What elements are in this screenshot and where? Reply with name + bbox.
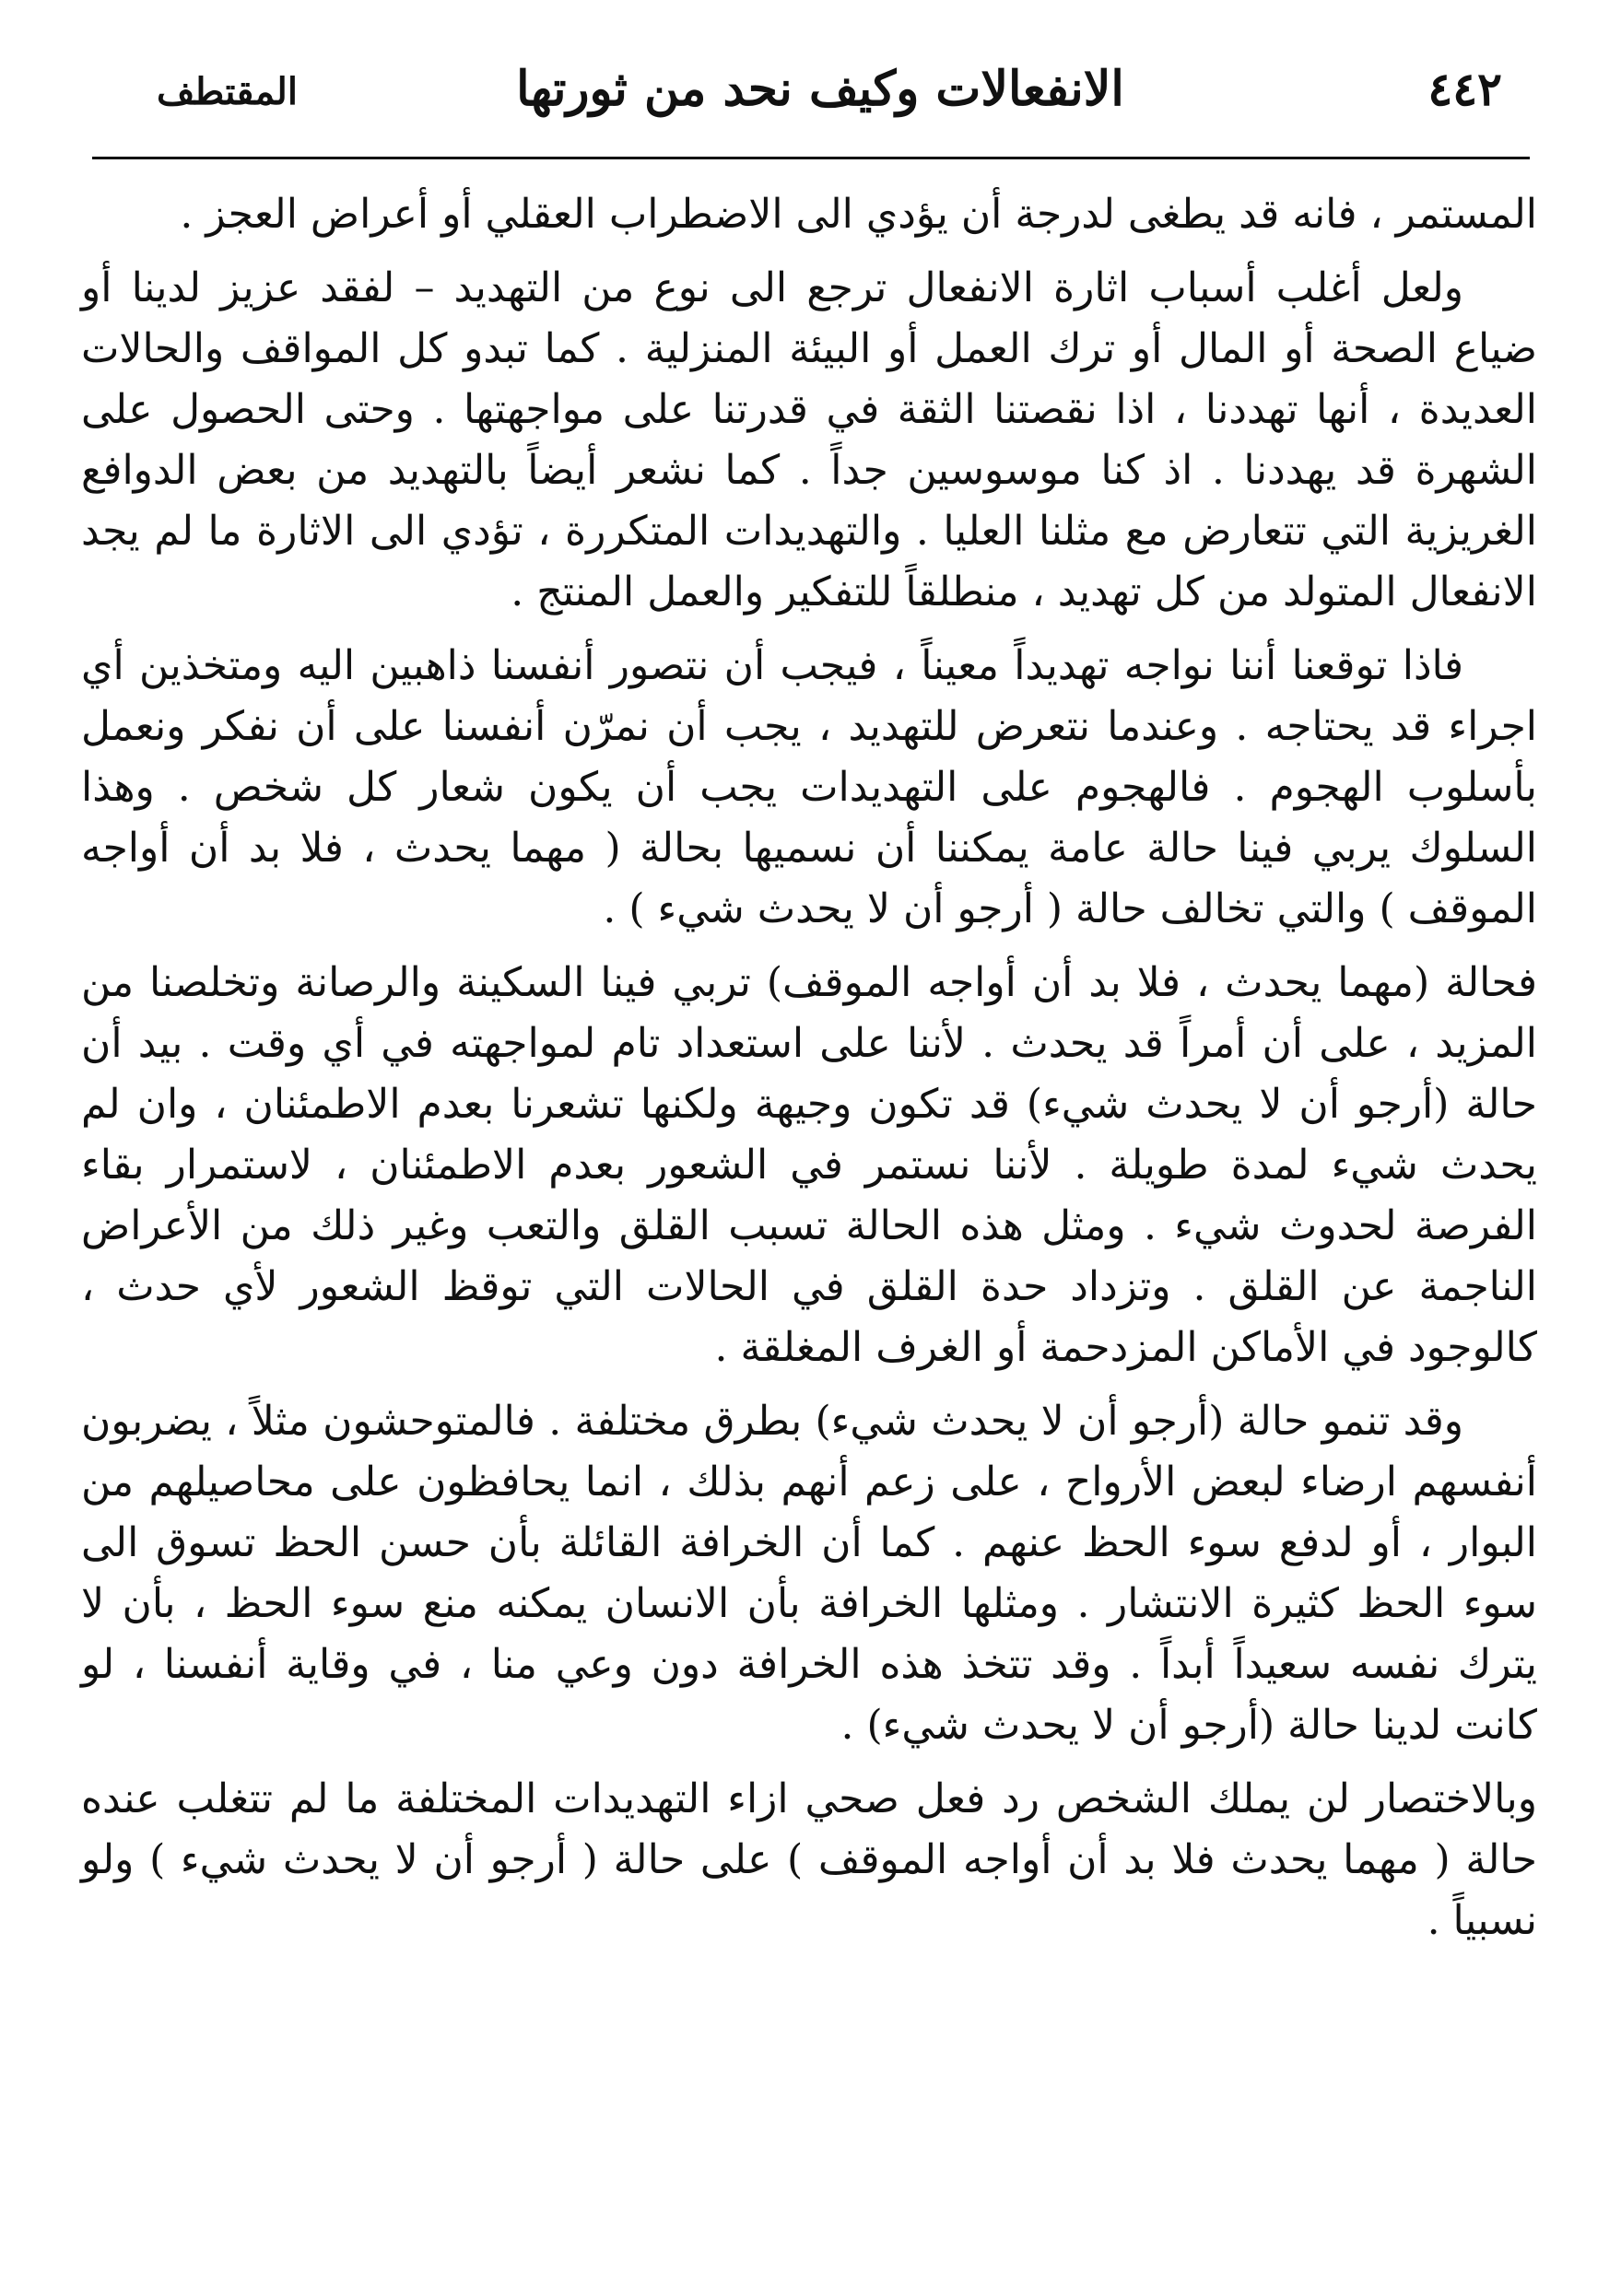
- paragraph-threat-causes: ولعل أغلب أسباب اثارة الانفعال ترجع الى نوع من التهديد – لفقد عزيز لدينا أو ضياع الصحة أو المال أو ترك العمل أو البيئة المنزلية . كما تبدو كل المواقف والحالات العديدة ، أنها تهددنا ، اذا نقصتنا الثقة في قدرتنا على مواجهتها . وحتى الحصول على الشهرة قد يهددنا . اذ كنا موسوسين جداً . كما نشعر أيضاً بالتهديد من بعض الدوافع الغريزية التي تتعارض مع مثلنا العليا . والتهديدات المتكررة ، تؤدي الى الاثارة ما لم يجد الانفعال المتولد من كل تهديد ، منطلقاً للتفكير والعمل المنتج .: [81, 264, 1537, 615]
- paragraph-superstition: وقد تنمو حالة (أرجو أن لا يحدث شيء) بطرق مختلفة . فالمتوحشون مثلاً ، يضربون أنفسهم ارضاء لبعض الأرواح ، على زعم أنهم بذلك ، انما يحافظون على محاصيلهم من البوار ، أو لدفع سوء الحظ عنهم . كما أن الخرافة القائلة بأن حسن الحظ تسوق الى سوء الحظ كثيرة الانتشار . ومثلها الخرافة بأن الانسان يمكنه منع سوء الحظ ، بأن لا يترك نفسه سعيداً أبداً . وقد تتخذ هذه الخرافة دون وعي منا ، في وقاية أنفسنا ، لو كانت لدينا حالة (أرجو أن لا يحدث شيء) .: [81, 1398, 1537, 1749]
- header-rule: [92, 157, 1530, 159]
- paragraph-whatever-happens: فحالة (مهما يحدث ، فلا بد أن أواجه الموقف) تربي فينا السكينة والرصانة وتخلصنا من المزيد ، على أن أمراً قد يحدث . لأننا على استعداد تام لمواجهته في أي وقت . بيد أن حالة (أرجو أن لا يحدث شيء) قد تكون وجيهة ولكنها تشعرنا بعدم الاطمئنان ، وان لم يحدث شيء لمدة طويلة . لأننا نستمر في الشعور بعدم الاطمئنان ، لاستمرار بقاء الفرصة لحدوث شيء . ومثل هذه الحالة تسبب القلق والتعب وغير ذلك من الأعراض الناجمة عن القلق . وتزداد حدة القلق في الحالات التي توقظ الشعور لأي حدث ، كالوجود في الأماكن المزدحمة أو الغرف المغلقة .: [81, 959, 1537, 1371]
- paragraph-facing-threat: فاذا توقعنا أننا نواجه تهديداً معيناً ، فيجب أن نتصور أنفسنا ذاهبين اليه ومتخذين أي اجراء قد يحتاجه . وعندما نتعرض للتهديد ، يجب أن نمرّن أنفسنا على أن نفكر ونعمل بأسلوب الهجوم . فالهجوم على التهديدات يجب أن يكون شعار كل شخص . وهذا السلوك يربي فينا حالة عامة يمكننا أن نسميها بحالة ( مهما يحدث ، فلا بد أن أواجه الموقف ) والتي تخالف حالة ( أرجو أن لا يحدث شيء ) .: [81, 642, 1537, 932]
- paragraph-continuation: المستمر ، فانه قد يطغى لدرجة أن يؤدي الى الاضطراب العقلي أو أعراض العجز .: [180, 191, 1537, 238]
- journal-name: المقتطف: [157, 70, 298, 113]
- page-header: [138, 57, 1502, 140]
- paragraph-summary: وبالاختصار لن يملك الشخص رد فعل صحي ازاء التهديدات المختلفة ما لم تتغلب عنده حالة ( مهما يحدث فلا بد أن أواجه الموقف ) على حالة ( أرجو أن لا يحدث شيء ) ولو نسبياً .: [81, 1775, 1537, 1944]
- article-body: [81, 184, 1537, 1964]
- page-number: ٤٤٢: [1427, 62, 1502, 116]
- running-title: الانفعالات وكيف نحد من ثورتها: [516, 61, 1124, 117]
